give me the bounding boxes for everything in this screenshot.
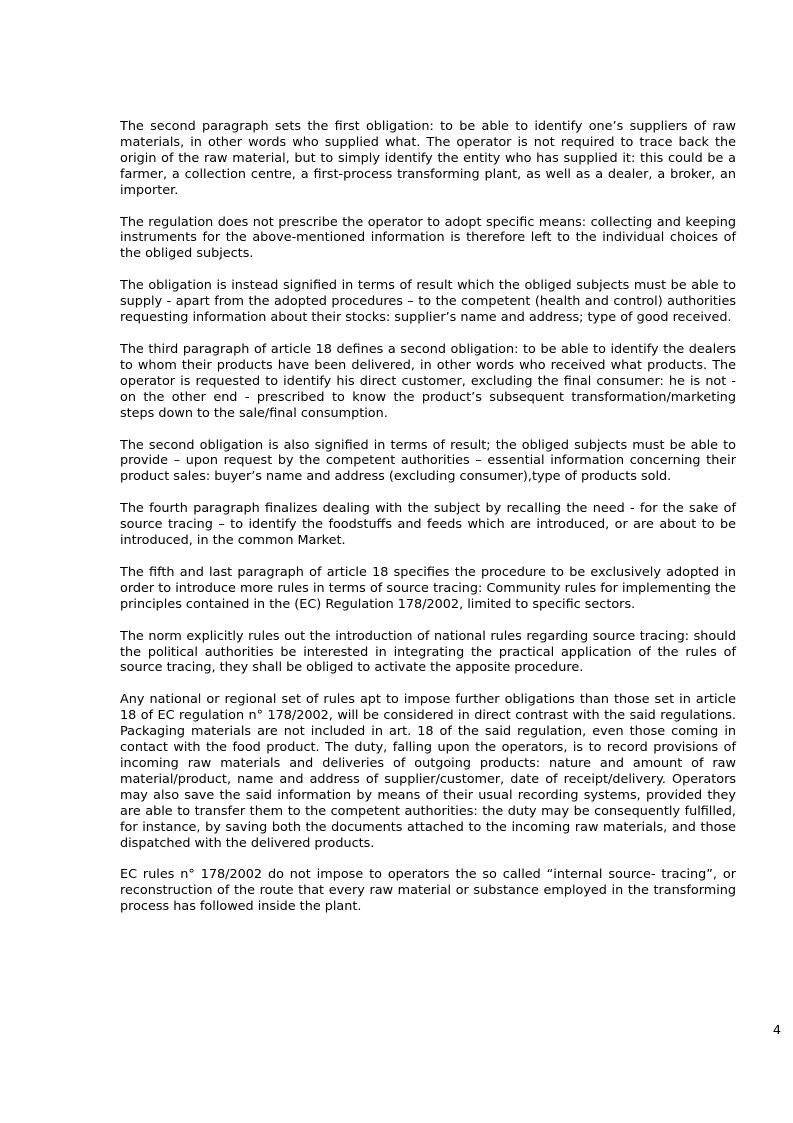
page-number: 4 (772, 1023, 781, 1038)
paragraph-7: The fifth and last paragraph of article 18 specifies the procedure to be exclusively adopted in order to introduce more rules in terms of source tracing: Community rules for implementing the principles contained in the (EC) Regulation 178/2002, limited to specific sectors. (120, 564, 736, 612)
document-body (120, 119, 736, 931)
paragraph-2: The regulation does not prescribe the operator to adopt specific means: collecting and keeping instruments for the above-mentioned information is therefore left to the individual choices of the obliged subjects. (120, 214, 736, 262)
paragraph-3: The obligation is instead signified in terms of result which the obliged subjects must be able to supply - apart from the adopted procedures – to the competent (health and control) authorities requesting information about their stocks: supplier’s name and address; type of good received. (120, 278, 736, 326)
paragraph-1: The second paragraph sets the first obligation: to be able to identify one’s suppliers of raw materials, in other words who supplied what. The operator is not required to trace back the origin of the raw material, but to simply identify the entity who has supplied it: this could be a farmer, a collection centre, a first-process transforming plant, as well as a dealer, a broker, an importer. (120, 119, 736, 198)
paragraph-6: The fourth paragraph finalizes dealing with the subject by recalling the need - for the sake of source tracing – to identify the foodstuffs and feeds which are introduced, or are about to be introduced, in the common Market. (120, 501, 736, 549)
paragraph-4: The third paragraph of article 18 defines a second obligation: to be able to identify the dealers to whom their products have been delivered, in other words who received what products. The operator is requested to identify his direct customer, excluding the final consumer: he is not - on the other end - prescribed to know the product’s subsequent transformation/marketing steps down to the sale/final consumption. (120, 341, 736, 421)
paragraph-10: EC rules n° 178/2002 do not impose to operators the so called “internal source- tracing”, or reconstruction of the route that every raw material or substance employed in the transforming process has followed inside the plant. (120, 867, 736, 915)
paragraph-9: Any national or regional set of rules apt to impose further obligations than those set in article 18 of EC regulation n° 178/2002, will be considered in direct contrast with the said regulations. Packaging materials are not included in art. 18 of the said regulation, even those coming in contact with the food product. The duty, falling upon the operators, is to record provisions of incoming raw materials and deliveries of outgoing products: nature and amount of raw material/product, name and address of supplier/customer, date of receipt/delivery. Operators may also save the said information by means of their usual recording systems, provided they are able to transfer them to the competent authorities: the duty may be consequently fulfilled, for instance, by saving both the documents attached to the incoming raw materials, and those dispatched with the delivered products. (120, 692, 736, 851)
paragraph-5: The second obligation is also signified in terms of result; the obliged subjects must be able to provide – upon request by the competent authorities – essential information concerning their product sales: buyer’s name and address (excluding consumer),type of products sold. (120, 437, 736, 485)
paragraph-8: The norm explicitly rules out the introduction of national rules regarding source tracing: should the political authorities be interested in integrating the practical application of the rules of source tracing, they shall be obliged to activate the apposite procedure. (120, 628, 736, 676)
